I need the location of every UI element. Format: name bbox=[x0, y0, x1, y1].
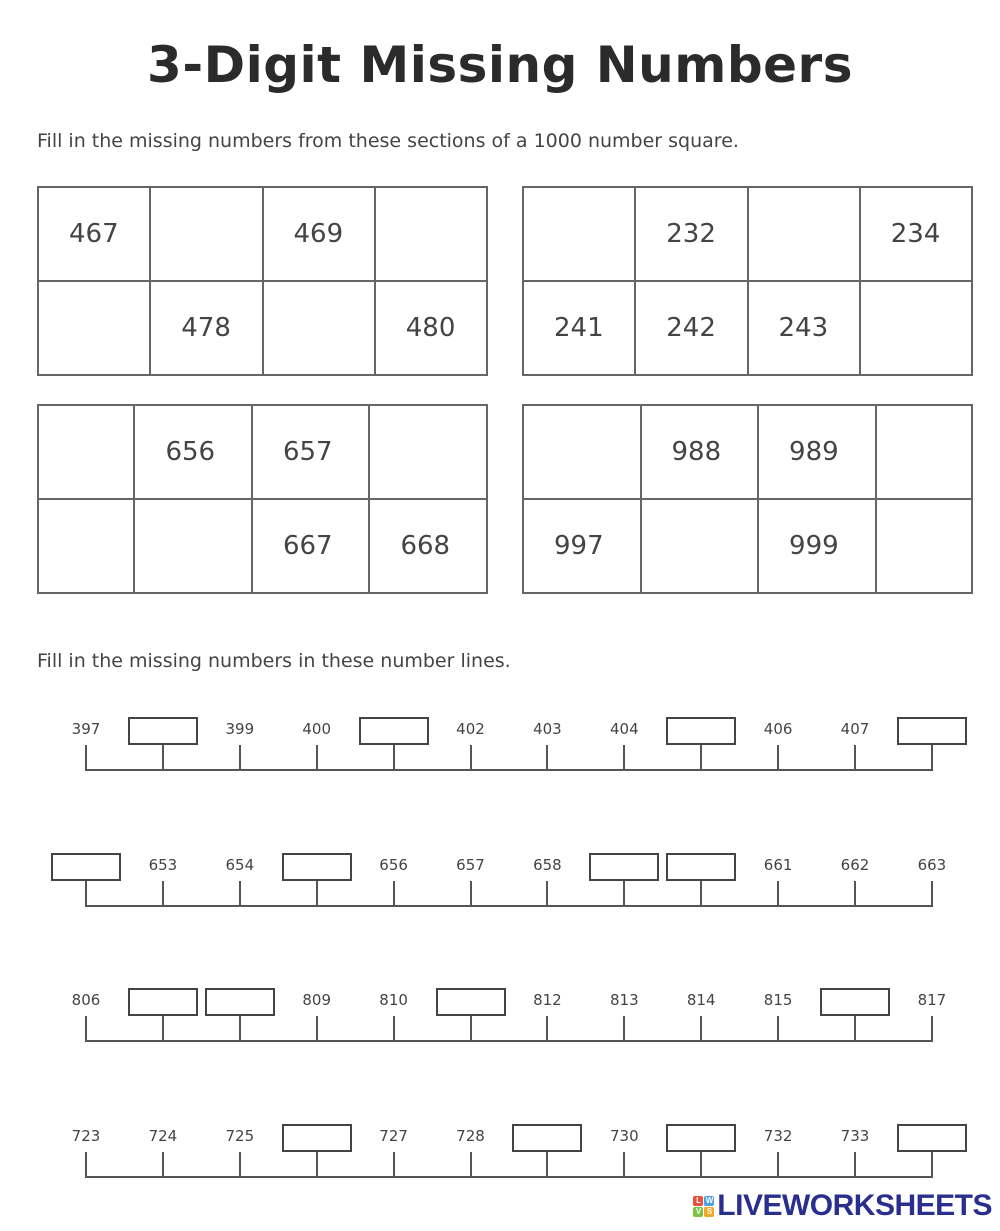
number-square-grid bbox=[522, 404, 973, 594]
number-line-tick bbox=[470, 1152, 472, 1178]
number-line-label: 815 bbox=[763, 991, 793, 1009]
number-line-answer-box[interactable] bbox=[666, 717, 736, 745]
number-line-tick bbox=[777, 1016, 779, 1042]
number-line-label: 662 bbox=[840, 856, 870, 874]
number-line-label: 400 bbox=[302, 720, 332, 738]
grid-cell-blank-answer[interactable] bbox=[876, 405, 972, 499]
number-line-tick bbox=[239, 1016, 241, 1042]
number-line-label: 663 bbox=[917, 856, 947, 874]
grid-cell-number: 478 bbox=[150, 281, 262, 375]
grid-cell-number: 467 bbox=[38, 187, 150, 281]
grid-cell-blank-answer[interactable] bbox=[38, 499, 134, 593]
logo-text: LIVEWORKSHEETS bbox=[717, 1189, 992, 1222]
number-line-tick bbox=[162, 1152, 164, 1178]
number-line-label: 812 bbox=[533, 991, 562, 1009]
number-line-tick bbox=[393, 1152, 395, 1178]
number-line-label: 402 bbox=[456, 720, 485, 738]
grid-cell-number: 241 bbox=[523, 281, 635, 375]
number-line-tick bbox=[470, 881, 472, 907]
number-line-tick bbox=[854, 1016, 856, 1042]
number-line-label: 657 bbox=[456, 856, 485, 874]
number-line-tick bbox=[623, 881, 625, 907]
number-line-tick bbox=[700, 745, 702, 771]
number-line-answer-box[interactable] bbox=[666, 1124, 736, 1152]
number-line-label: 397 bbox=[71, 720, 101, 738]
logo-badge-letter: L bbox=[693, 1196, 703, 1206]
number-line-label: 404 bbox=[609, 720, 639, 738]
grid-row bbox=[523, 187, 972, 281]
number-line-tick bbox=[623, 1152, 625, 1178]
number-line-label: 728 bbox=[456, 1127, 485, 1145]
number-line-tick bbox=[546, 1152, 548, 1178]
grid-cell-blank-answer[interactable] bbox=[263, 281, 375, 375]
number-line-label: 732 bbox=[763, 1127, 793, 1145]
number-line-answer-box[interactable] bbox=[205, 988, 275, 1016]
grid-cell-blank-answer[interactable] bbox=[150, 187, 262, 281]
number-line-tick bbox=[777, 881, 779, 907]
number-line-axis bbox=[85, 1040, 933, 1042]
grid-cell-number: 667 bbox=[252, 499, 370, 593]
number-line-answer-box[interactable] bbox=[512, 1124, 582, 1152]
number-line-tick bbox=[546, 1016, 548, 1042]
number-line-axis bbox=[85, 769, 933, 771]
number-line-label: 399 bbox=[225, 720, 255, 738]
number-line-axis bbox=[85, 1176, 933, 1178]
number-line-answer-box[interactable] bbox=[897, 717, 967, 745]
number-line-tick bbox=[777, 1152, 779, 1178]
grid-cell-number: 656 bbox=[134, 405, 252, 499]
number-line-tick bbox=[623, 745, 625, 771]
number-line-tick bbox=[162, 881, 164, 907]
grid-row bbox=[38, 281, 487, 375]
logo-badge-icon bbox=[693, 1196, 714, 1217]
page-title: 3-Digit Missing Numbers bbox=[147, 36, 853, 94]
number-line bbox=[0, 848, 1000, 928]
number-square-grid bbox=[522, 186, 973, 376]
grid-cell-blank-answer[interactable] bbox=[748, 187, 860, 281]
number-line bbox=[0, 983, 1000, 1063]
number-line-label: 814 bbox=[686, 991, 716, 1009]
number-line-label: 407 bbox=[840, 720, 870, 738]
number-line-tick bbox=[393, 881, 395, 907]
grid-row bbox=[523, 281, 972, 375]
number-line-tick bbox=[700, 1016, 702, 1042]
number-line-tick bbox=[85, 881, 87, 907]
number-line bbox=[0, 1119, 1000, 1199]
number-line-tick bbox=[931, 745, 933, 771]
number-line-tick bbox=[470, 745, 472, 771]
number-line-label: 727 bbox=[379, 1127, 408, 1145]
grid-cell-number: 988 bbox=[641, 405, 759, 499]
logo-badge-letter: V bbox=[693, 1207, 703, 1217]
grid-cell-number: 989 bbox=[758, 405, 876, 499]
number-line-tick bbox=[85, 1152, 87, 1178]
number-line-tick bbox=[85, 1016, 87, 1042]
grid-cell-blank-answer[interactable] bbox=[523, 187, 635, 281]
number-line-label: 817 bbox=[917, 991, 947, 1009]
number-line-tick bbox=[316, 745, 318, 771]
number-line-label: 658 bbox=[533, 856, 562, 874]
number-line-label: 656 bbox=[379, 856, 408, 874]
number-line-tick bbox=[777, 745, 779, 771]
number-line-answer-box[interactable] bbox=[282, 1124, 352, 1152]
number-line-answer-box[interactable] bbox=[128, 717, 198, 745]
logo-badge-letter: S bbox=[704, 1207, 714, 1217]
grid-cell-number: 469 bbox=[263, 187, 375, 281]
number-line-tick bbox=[393, 1016, 395, 1042]
grid-cell-blank-answer[interactable] bbox=[860, 281, 972, 375]
number-line-answer-box[interactable] bbox=[359, 717, 429, 745]
squares-instruction: Fill in the missing numbers from these sections of a 1000 number square. bbox=[37, 130, 739, 152]
number-line-tick bbox=[854, 745, 856, 771]
logo-badge-letter: W bbox=[705, 1195, 713, 1205]
number-line-tick bbox=[239, 745, 241, 771]
number-line-tick bbox=[623, 1016, 625, 1042]
grid-cell-number: 668 bbox=[369, 499, 487, 593]
grid-row bbox=[38, 405, 487, 499]
number-line-answer-box[interactable] bbox=[128, 988, 198, 1016]
number-line-label: 403 bbox=[533, 720, 562, 738]
number-line-answer-box[interactable] bbox=[282, 853, 352, 881]
lines-instruction: Fill in the missing numbers in these number lines. bbox=[37, 650, 511, 672]
grid-cell-blank-answer[interactable] bbox=[523, 405, 641, 499]
number-line-label: 661 bbox=[763, 856, 793, 874]
number-line-tick bbox=[162, 745, 164, 771]
number-line-label: 724 bbox=[148, 1127, 178, 1145]
number-line-answer-box[interactable] bbox=[436, 988, 506, 1016]
grid-row bbox=[523, 499, 972, 593]
grid-cell-number: 657 bbox=[252, 405, 370, 499]
grid-cell-number: 234 bbox=[860, 187, 972, 281]
number-line-tick bbox=[239, 1152, 241, 1178]
grid-cell-number: 997 bbox=[523, 499, 641, 593]
grid-cell-blank-answer[interactable] bbox=[134, 499, 252, 593]
number-line-tick bbox=[931, 1152, 933, 1178]
grid-cell-number: 242 bbox=[635, 281, 747, 375]
number-line-tick bbox=[316, 1016, 318, 1042]
number-line-label: 813 bbox=[609, 991, 639, 1009]
number-line-label: 810 bbox=[379, 991, 408, 1009]
number-line-tick bbox=[470, 1016, 472, 1042]
grid-row bbox=[38, 499, 487, 593]
number-line-tick bbox=[162, 1016, 164, 1042]
number-line-tick bbox=[85, 745, 87, 771]
grid-cell-number: 480 bbox=[375, 281, 487, 375]
number-line-label: 809 bbox=[302, 991, 332, 1009]
grid-cell-blank-answer[interactable] bbox=[375, 187, 487, 281]
number-line-label: 733 bbox=[840, 1127, 870, 1145]
number-line-tick bbox=[700, 881, 702, 907]
number-line-tick bbox=[931, 881, 933, 907]
grid-cell-blank-answer[interactable] bbox=[38, 405, 134, 499]
number-square-grid bbox=[37, 404, 488, 594]
number-line-axis bbox=[85, 905, 933, 907]
number-line-label: 723 bbox=[71, 1127, 101, 1145]
number-line-label: 653 bbox=[148, 856, 178, 874]
grid-cell-number: 232 bbox=[635, 187, 747, 281]
number-square-grid bbox=[37, 186, 488, 376]
number-line-tick bbox=[316, 1152, 318, 1178]
number-line bbox=[0, 712, 1000, 792]
number-line-answer-box[interactable] bbox=[589, 853, 659, 881]
number-line-tick bbox=[546, 881, 548, 907]
number-line-tick bbox=[854, 881, 856, 907]
grid-cell-number: 999 bbox=[758, 499, 876, 593]
grid-cell-blank-answer[interactable] bbox=[876, 499, 972, 593]
number-line-label: 730 bbox=[609, 1127, 639, 1145]
number-line-answer-box[interactable] bbox=[666, 853, 736, 881]
number-line-label: 406 bbox=[763, 720, 793, 738]
grid-row bbox=[38, 187, 487, 281]
number-line-answer-box[interactable] bbox=[820, 988, 890, 1016]
number-line-tick bbox=[931, 1016, 933, 1042]
grid-cell-blank-answer[interactable] bbox=[641, 499, 759, 593]
number-line-tick bbox=[239, 881, 241, 907]
number-line-tick bbox=[316, 881, 318, 907]
number-line-label: 654 bbox=[225, 856, 255, 874]
number-line-tick bbox=[393, 745, 395, 771]
grid-row bbox=[523, 405, 972, 499]
grid-cell-blank-answer[interactable] bbox=[369, 405, 487, 499]
number-line-answer-box[interactable] bbox=[51, 853, 121, 881]
number-line-label: 806 bbox=[71, 991, 101, 1009]
number-line-answer-box[interactable] bbox=[897, 1124, 967, 1152]
liveworksheets-logo bbox=[693, 1189, 992, 1223]
number-line-tick bbox=[700, 1152, 702, 1178]
grid-cell-blank-answer[interactable] bbox=[38, 281, 150, 375]
grid-cell-number: 243 bbox=[748, 281, 860, 375]
number-line-label: 725 bbox=[225, 1127, 255, 1145]
number-line-tick bbox=[546, 745, 548, 771]
number-line-tick bbox=[854, 1152, 856, 1178]
